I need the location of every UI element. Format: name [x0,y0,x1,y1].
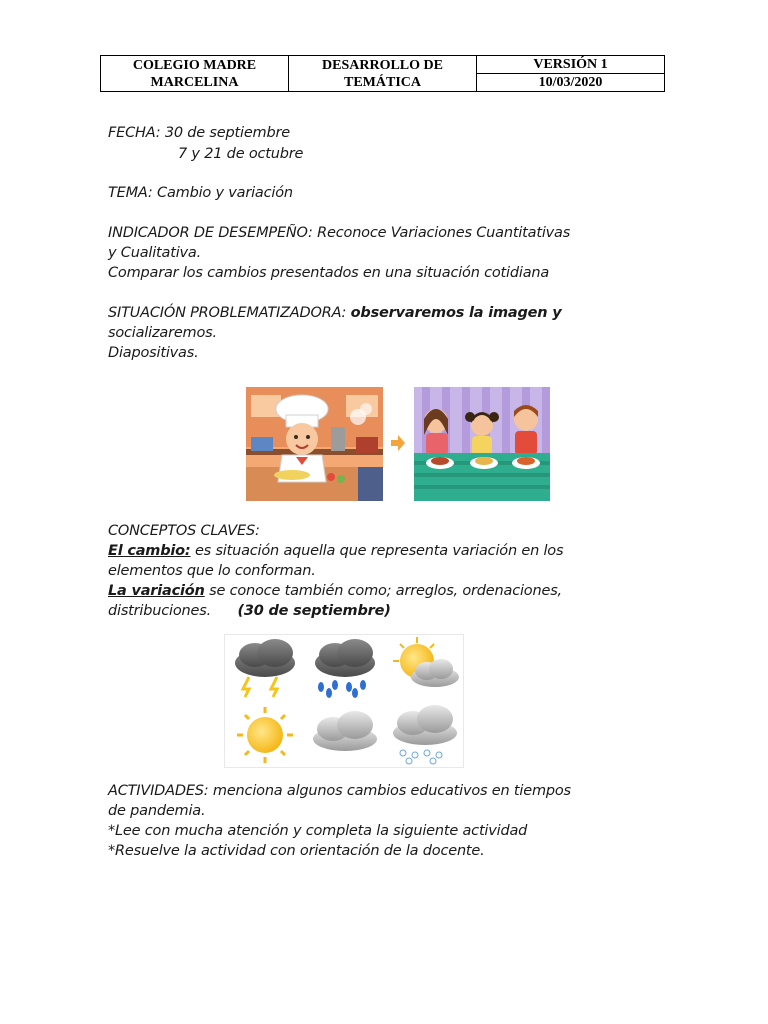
date-cell: 10/03/2020 [477,74,665,92]
indicador-text3: Comparar los cambios presentados en una situación cotidiana [108,265,550,281]
fecha-value2: 7 y 21 de octubre [178,146,304,162]
topic-cell [289,56,477,92]
actividades-text4: *Resuelve la actividad con orientación de la docente. [108,843,485,859]
fecha-value1: 30 de septiembre [164,125,290,141]
situacion-text1: observaremos la imagen y [350,305,562,321]
conceptos-label: CONCEPTOS CLAVES: [108,523,260,539]
cloudy-icon [313,711,377,751]
cambio-def2: elementos que lo conforman. [108,563,316,579]
topic-line1: DESARROLLO DE [322,57,443,73]
situacion-line1 [108,303,668,323]
cambio-line1 [108,541,668,561]
indicador-text1: Reconoce Variaciones Cuantitativas [317,225,571,241]
actividades-text3: *Lee con mucha atención y completa la siguiente actividad [108,823,528,839]
variacion-line2 [108,601,668,621]
actividades-line1 [108,781,668,801]
variacion-term: La variación [108,583,205,599]
situacion-label: SITUACIÓN PROBLEMATIZADORA: [108,305,347,321]
variacion-def2: distribuciones. [108,603,212,619]
snow-cloud-icon [393,705,457,764]
fecha-line1 [108,123,668,143]
fecha-label: FECHA: [108,125,161,141]
indicador-label: INDICADOR DE DESEMPEÑO: [108,225,313,241]
school-name-line2: MARCELINA [150,74,239,90]
weather-icons-panel [224,634,464,768]
school-name-line1: COLEGIO MADRE [132,57,257,73]
kids-eating-illustration [414,387,550,501]
school-name-cell [101,56,289,92]
tema-line [108,183,668,203]
rain-cloud-icon [315,639,375,698]
cambio-def1: es situación aquella que representa variación en los [194,543,564,559]
sun-icon [237,707,293,763]
sun-behind-clouds-icon [393,637,459,687]
tema-value: Cambio y variación [157,185,293,201]
actividades-label: ACTIVIDADES: [108,783,209,799]
storm-cloud-icon [235,639,295,697]
variacion-line1 [108,581,668,601]
actividades-text2: de pandemia. [108,803,206,819]
situacion-text2: socializaremos. [108,325,217,341]
tema-label: TEMA: [108,185,153,201]
orange-arrow-icon [390,434,406,452]
actividades-text1: menciona algunos cambios educativos en tiempos [212,783,571,799]
version-cell: VERSIÓN 1 [477,56,665,74]
chef-illustration [246,387,383,501]
indicador-text2: y Cualitativa. [108,245,202,261]
indicador-line1 [108,223,668,243]
date-note: (30 de septiembre) [237,603,391,619]
situacion-text3: Diapositivas. [108,345,199,361]
variacion-def1: se conoce también como; arreglos, ordenaciones, [209,583,562,599]
cambio-term: El cambio: [108,543,191,559]
topic-line2: TEMÁTICA [343,74,421,90]
document-header-table [100,55,665,92]
